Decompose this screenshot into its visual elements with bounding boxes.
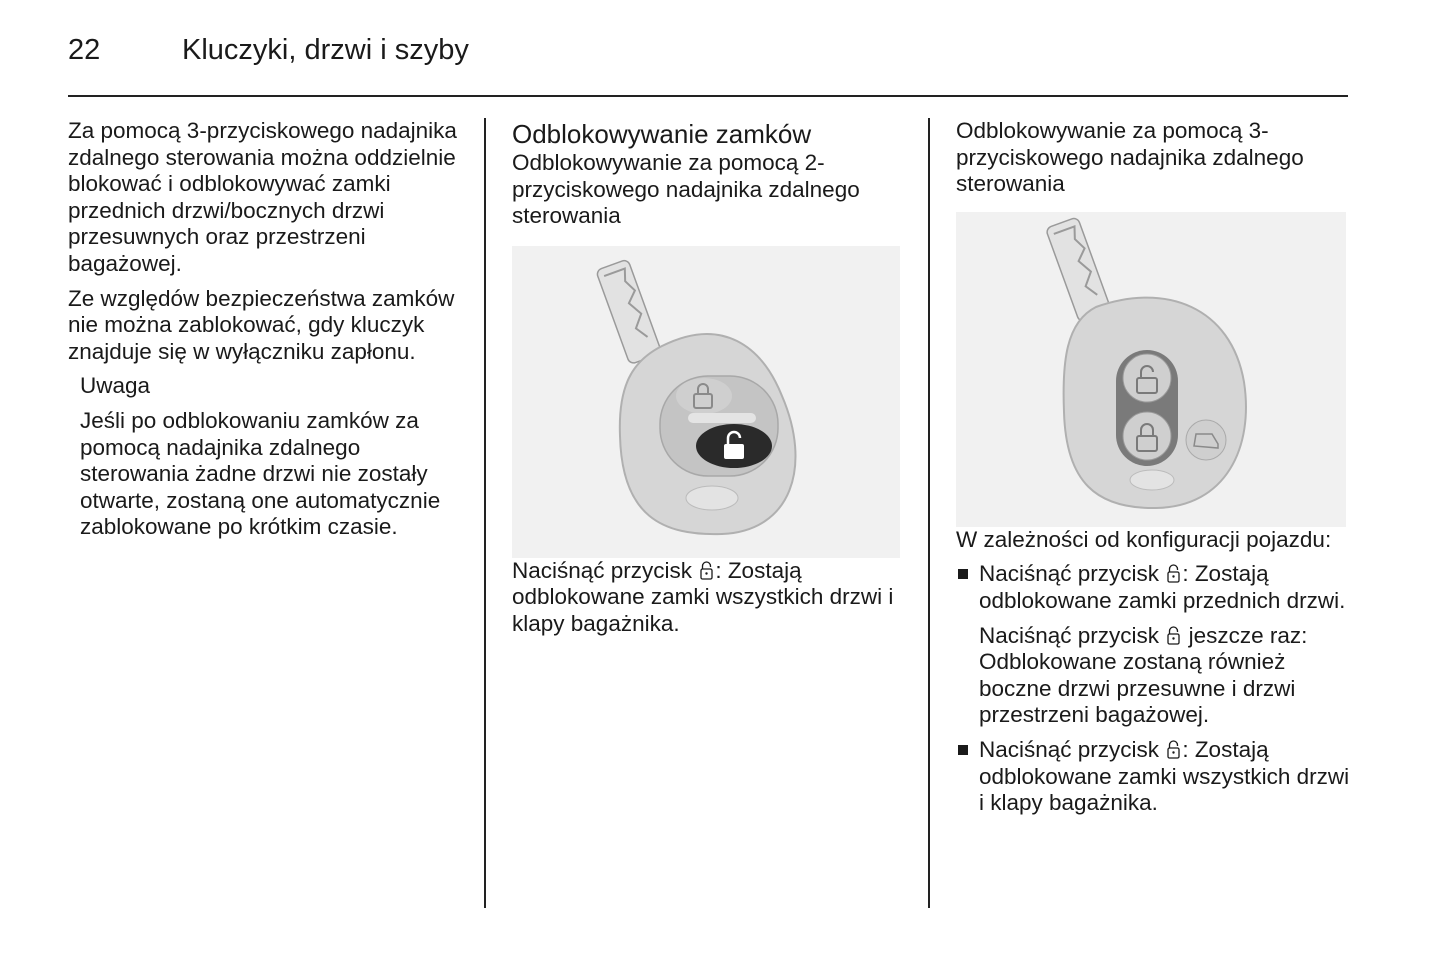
instruction-text-start: Naciśnąć przycisk: [512, 557, 693, 583]
instruction-text-end: : Zostają odblokowane zamki wszystkich drzwi i klapy bagażnika.: [512, 557, 894, 636]
header-divider: [68, 95, 1348, 97]
paragraph-safety: Ze względów bezpieczeństwa zamków nie można zablokować, gdy kluczyk znajduje się w wyłączniku zapłonu.: [68, 285, 455, 364]
note-text: Jeśli po odblokowaniu zamków za pomocą nadajnika zdalnego sterowania żadne drzwi nie zostały otwarte, zostaną one automatycznie zablokowane po krótkim czasie.: [80, 407, 441, 540]
remote-key-3-button-graphic: [956, 212, 1346, 527]
subheading-3-button: Odblokowywanie za pomocą 3-przyciskowego nadajnika zdalnego sterowania: [956, 118, 1304, 197]
unlock-options-list: [956, 561, 1356, 816]
unlock-icon: [1167, 564, 1180, 584]
unlock-icon: [700, 561, 713, 581]
column-2: [512, 118, 912, 646]
unlock-icon: [1167, 740, 1180, 760]
list-item-followup: [979, 623, 1356, 729]
page-title: Kluczyki, drzwi i szyby: [182, 34, 469, 66]
remote-key-2-button-graphic: [512, 246, 900, 558]
bullet-square-icon: [958, 745, 968, 755]
note-heading: Uwaga: [80, 373, 151, 399]
config-intro: W zależności od konfiguracji pojazdu:: [956, 526, 1332, 552]
column-3: [956, 118, 1356, 825]
key-3-button-illustration: [956, 212, 1346, 527]
key-2-button-illustration: [512, 246, 900, 558]
note-box: [80, 373, 468, 541]
paragraph-remote-3-button: Za pomocą 3-przyciskowego nadajnika zdalnego sterowania można oddzielnie blokować i odblokowywać zamki przednich drzwi/bocznych drzwi przesuwnych oraz przestrzeni bagażowej.: [68, 118, 457, 276]
list-item-followup-end: jeszcze raz: Odblokowane zostaną również boczne drzwi przesuwne i drzwi przestrzeni bagażowej.: [979, 622, 1308, 728]
unlock-icon: [1167, 626, 1180, 646]
instruction-2-button: [512, 558, 912, 638]
list-item-text: [979, 737, 1356, 817]
list-item-followup-start: Naciśnąć przycisk: [979, 622, 1160, 648]
column-divider-1: [484, 118, 486, 908]
list-item: [956, 737, 1356, 817]
list-item-text-end: : Zostają odblokowane zamki wszystkich drzwi i klapy bagażnika.: [979, 736, 1350, 816]
column-divider-2: [928, 118, 930, 908]
bullet-square-icon: [958, 569, 968, 579]
list-item-text-end: : Zostają odblokowane zamki przednich drzwi.: [979, 561, 1346, 613]
page-number: 22: [68, 34, 101, 66]
column-1: [68, 118, 468, 549]
subheading-2-button: Odblokowywanie za pomocą 2-przyciskowego nadajnika zdalnego sterowania: [512, 150, 860, 229]
list-item-text-start: Naciśnąć przycisk: [979, 561, 1160, 587]
section-title: Odblokowywanie zamków: [512, 119, 812, 149]
list-item-text: [979, 561, 1356, 614]
list-item: [956, 561, 1356, 729]
list-item-text-start: Naciśnąć przycisk: [979, 736, 1160, 762]
